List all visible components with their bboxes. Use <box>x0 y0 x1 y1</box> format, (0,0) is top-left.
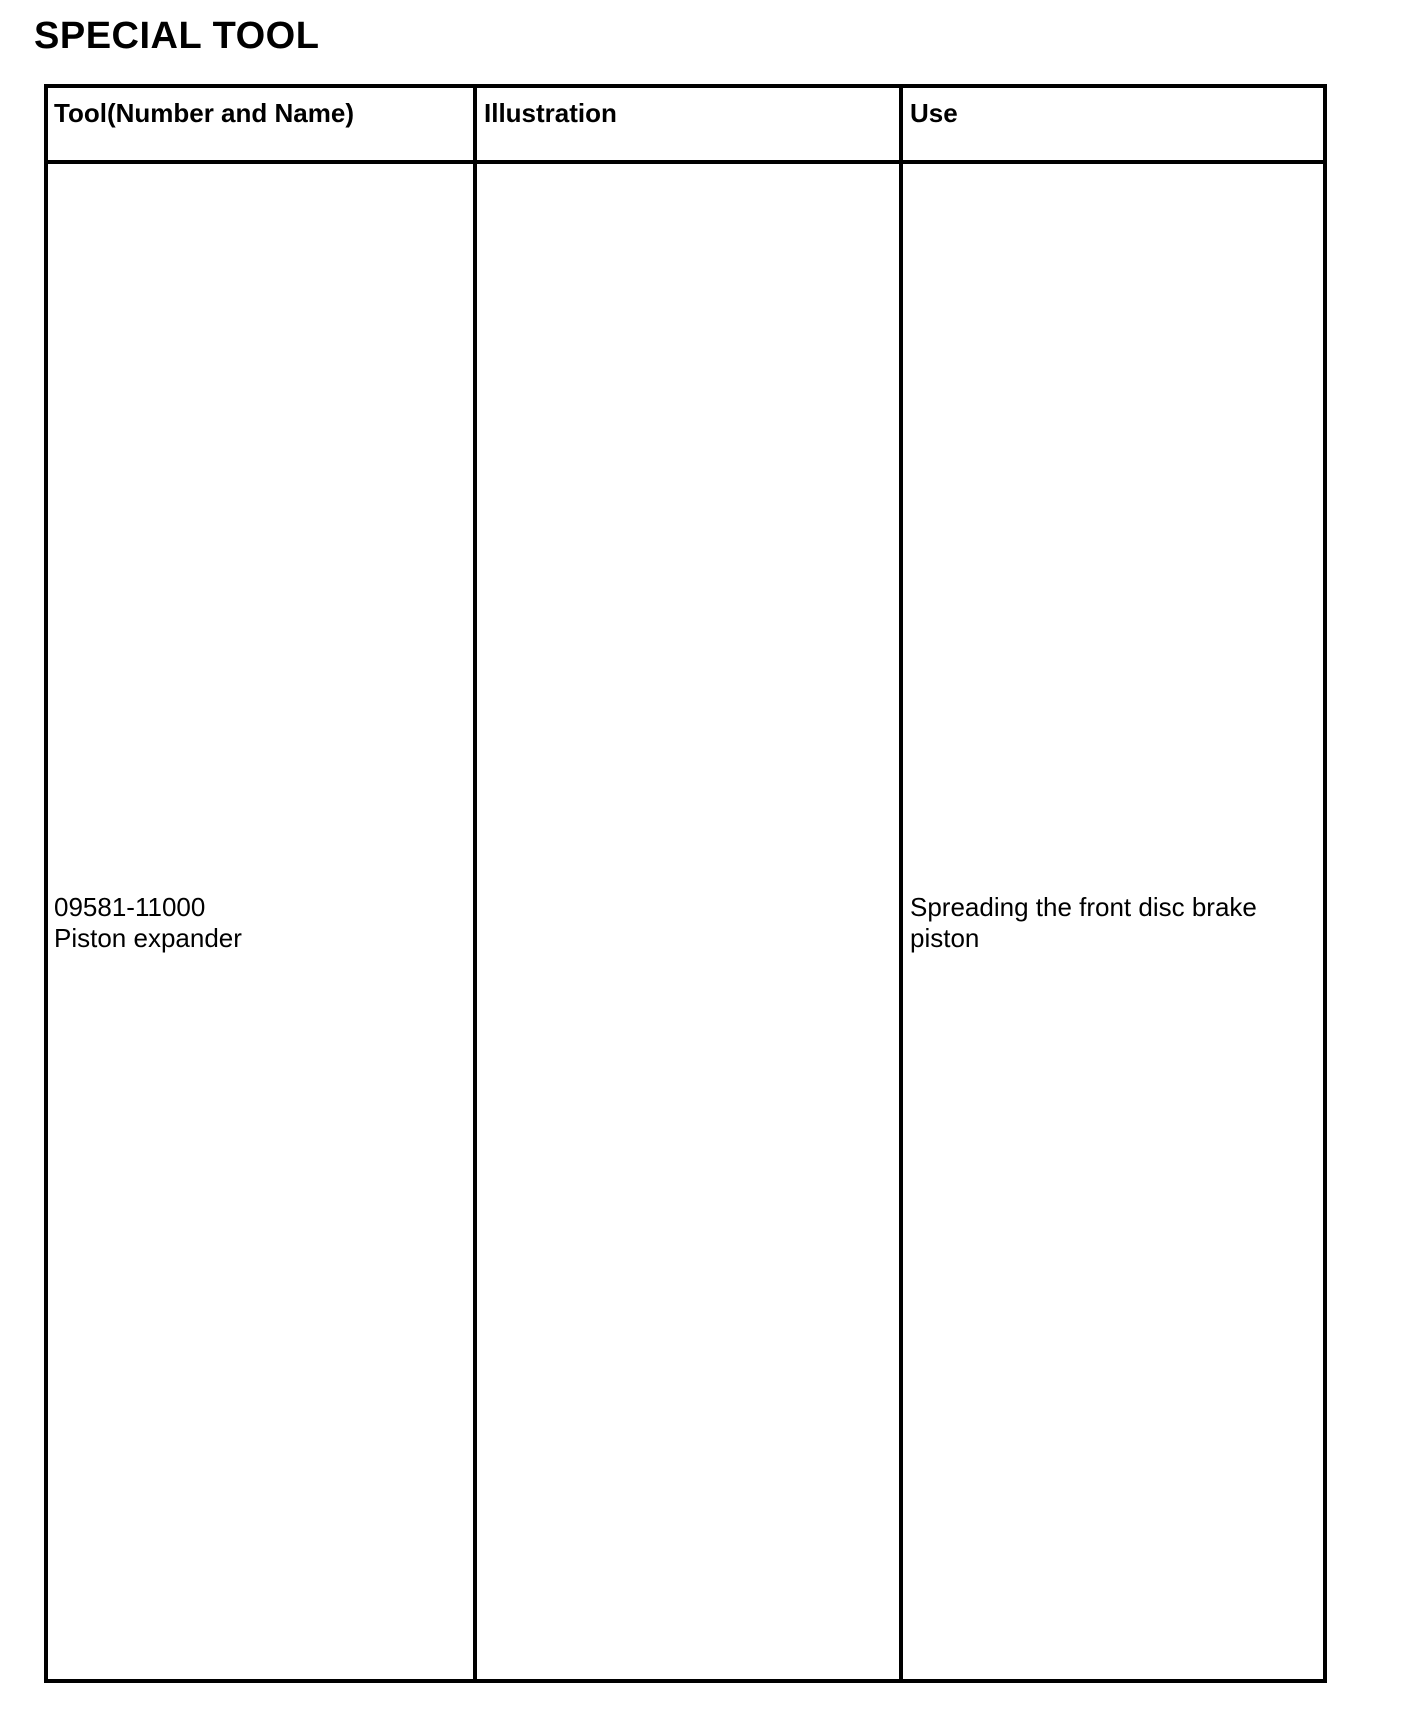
tool-cell <box>54 892 242 954</box>
special-tool-table <box>44 84 1327 1683</box>
column-divider <box>473 84 477 1683</box>
use-text-line-2: piston <box>910 923 980 953</box>
use-cell <box>910 892 1257 954</box>
column-divider <box>899 84 903 1683</box>
header-illustration: Illustration <box>484 98 617 128</box>
use-text-line-1: Spreading the front disc brake <box>910 892 1257 922</box>
header-tool-number-name: Tool(Number and Name) <box>54 98 354 128</box>
header-row-rule <box>44 160 1327 164</box>
header-use: Use <box>910 98 958 128</box>
page-title: SPECIAL TOOL <box>34 15 320 57</box>
tool-name: Piston expander <box>54 923 242 953</box>
tool-number: 09581-11000 <box>54 892 206 922</box>
